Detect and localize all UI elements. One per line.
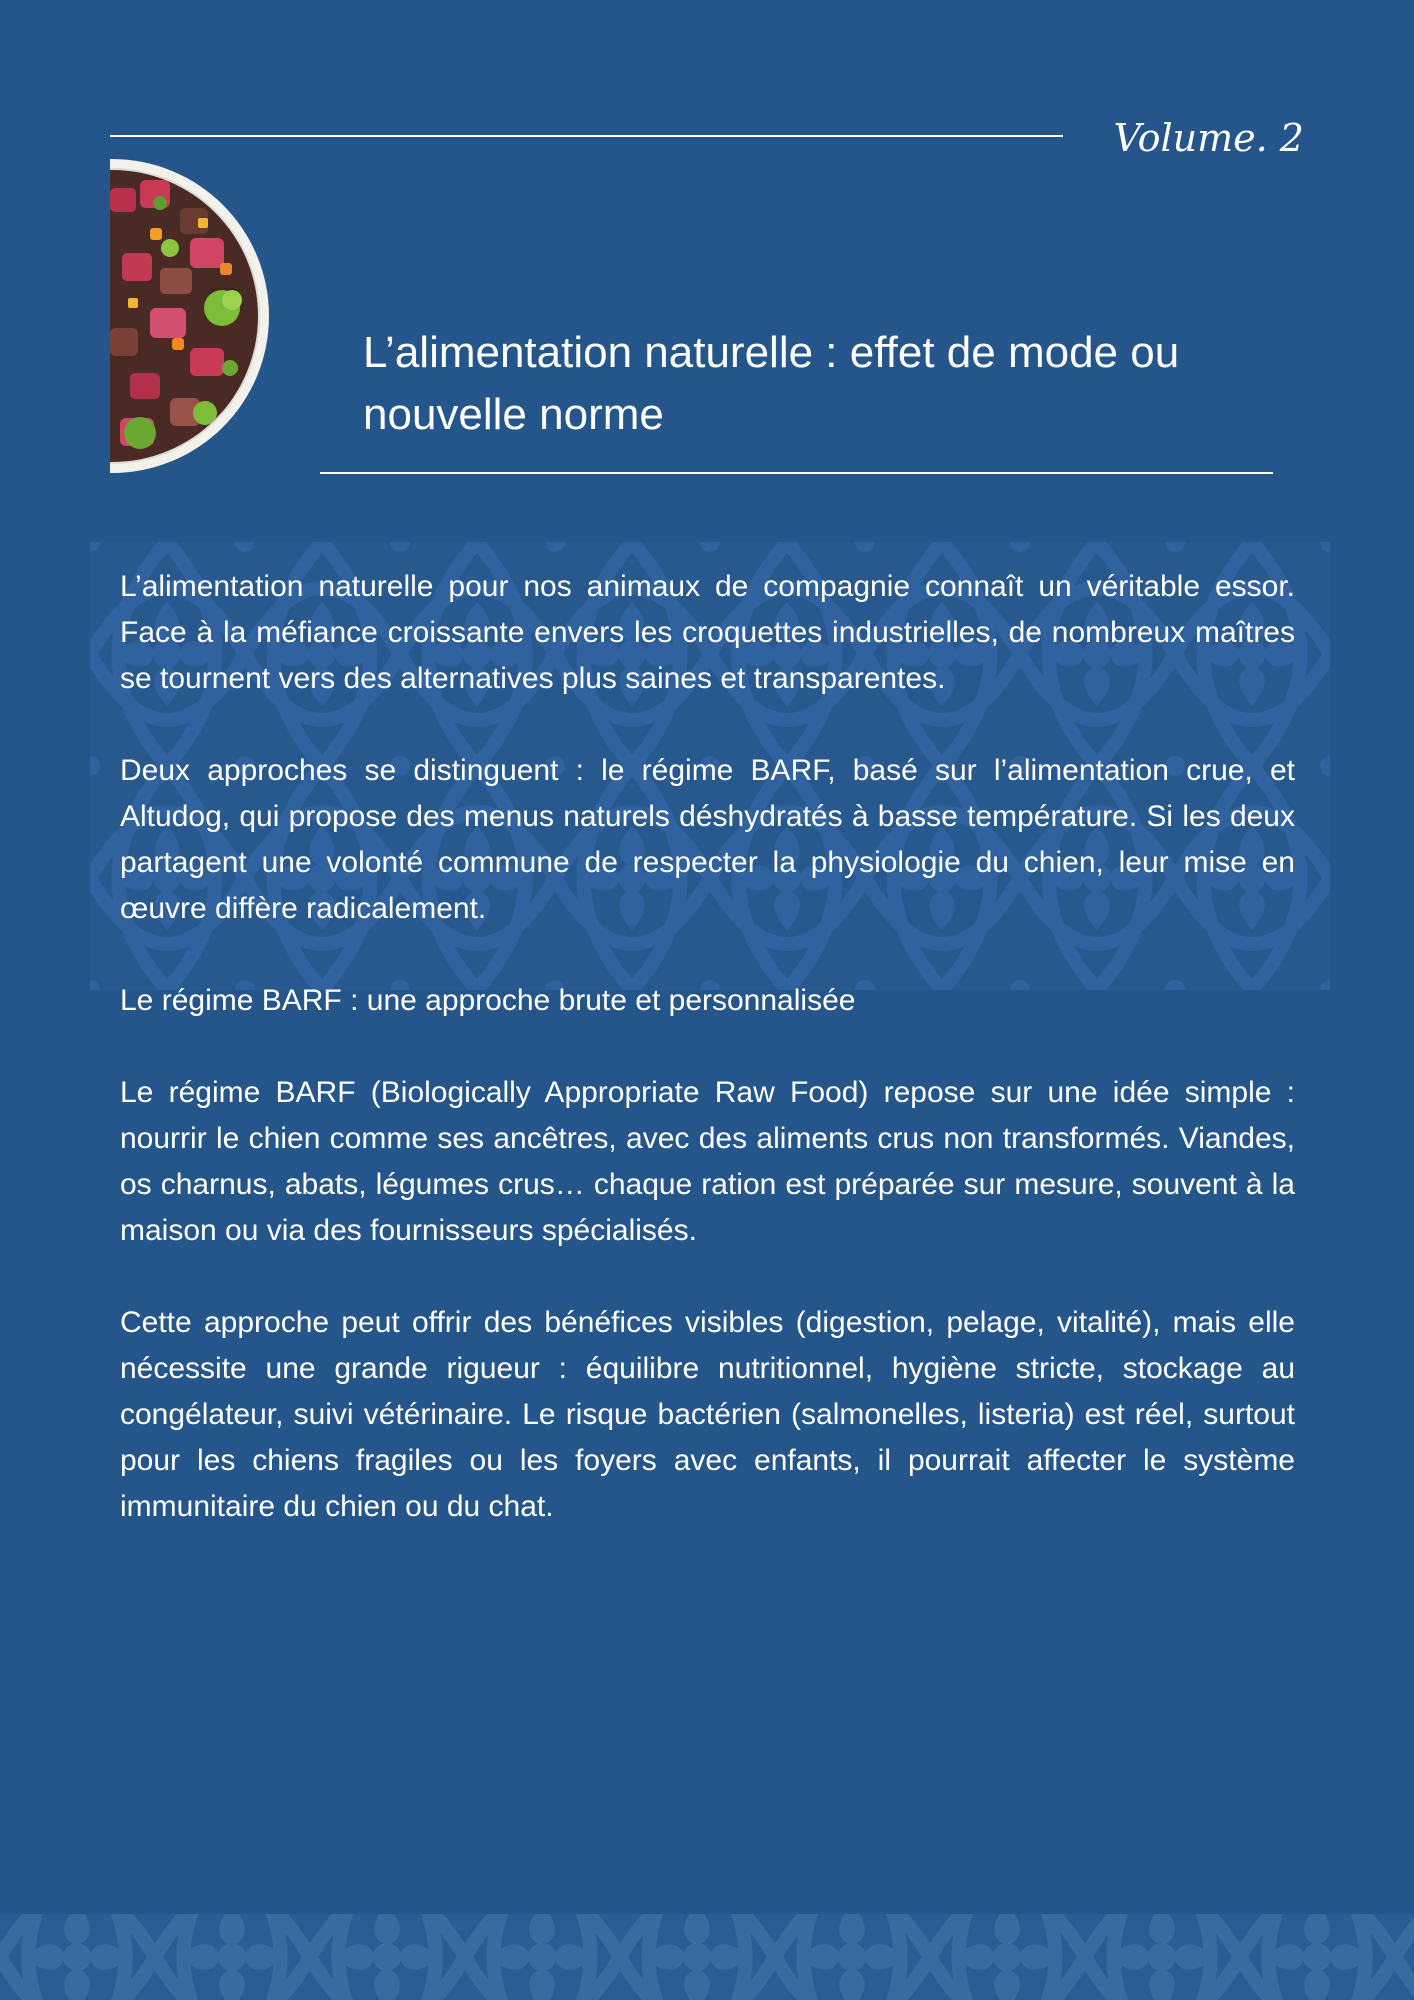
article-title: L’alimentation naturelle : effet de mode ou nouvelle norme	[363, 328, 1180, 439]
paragraph-intro: L’alimentation naturelle pour nos animaux de compagnie connaît un véritable essor. Face à la méfiance croissante envers les croquettes industrielles, de nombreux maîtres se tournent vers des alternatives plus saines et transparentes.	[120, 570, 1295, 695]
top-divider	[110, 135, 1063, 137]
title-divider	[320, 472, 1273, 474]
paragraph-barf-risks: Cette approche peut offrir des bénéfices visibles (digestion, pelage, vitalité), mais elle nécessite une grande rigueur : équilibre nutritionnel, hygiène stricte, stockage au congélateur, suivi vétérinaire. Le risque bactérien (salmonelles, listeria) est réel, surtout pour les chiens fragiles ou les foyers avec enfants, il pourrait affecter le système immunitaire du chien ou du chat.	[120, 1306, 1295, 1523]
section-heading-barf: Le régime BARF : une approche brute et personnalisée	[120, 984, 856, 1017]
footer-pattern-band	[0, 1914, 1414, 2000]
volume-label: Volume. 2	[1113, 116, 1304, 160]
article-body	[120, 564, 1295, 1576]
paragraph-approaches: Deux approches se distinguent : le régime BARF, basé sur l’alimentation crue, et Altudog, qui propose des menus naturels déshydratés à basse température. Si les deux partagent une volonté commune de respecter la physiologie du chien, leur mise en œuvre diffère radicalement.	[120, 754, 1295, 925]
paragraph-barf-definition: Le régime BARF (Biologically Appropriate Raw Food) repose sur une idée simple : nourrir le chien comme ses ancêtres, avec des aliments crus non transformés. Viandes, os charnus, abats, légumes crus… chaque ration est préparée sur mesure, souvent à la maison ou via des fournisseurs spécialisés.	[120, 1076, 1295, 1247]
bowl-image	[110, 158, 270, 474]
